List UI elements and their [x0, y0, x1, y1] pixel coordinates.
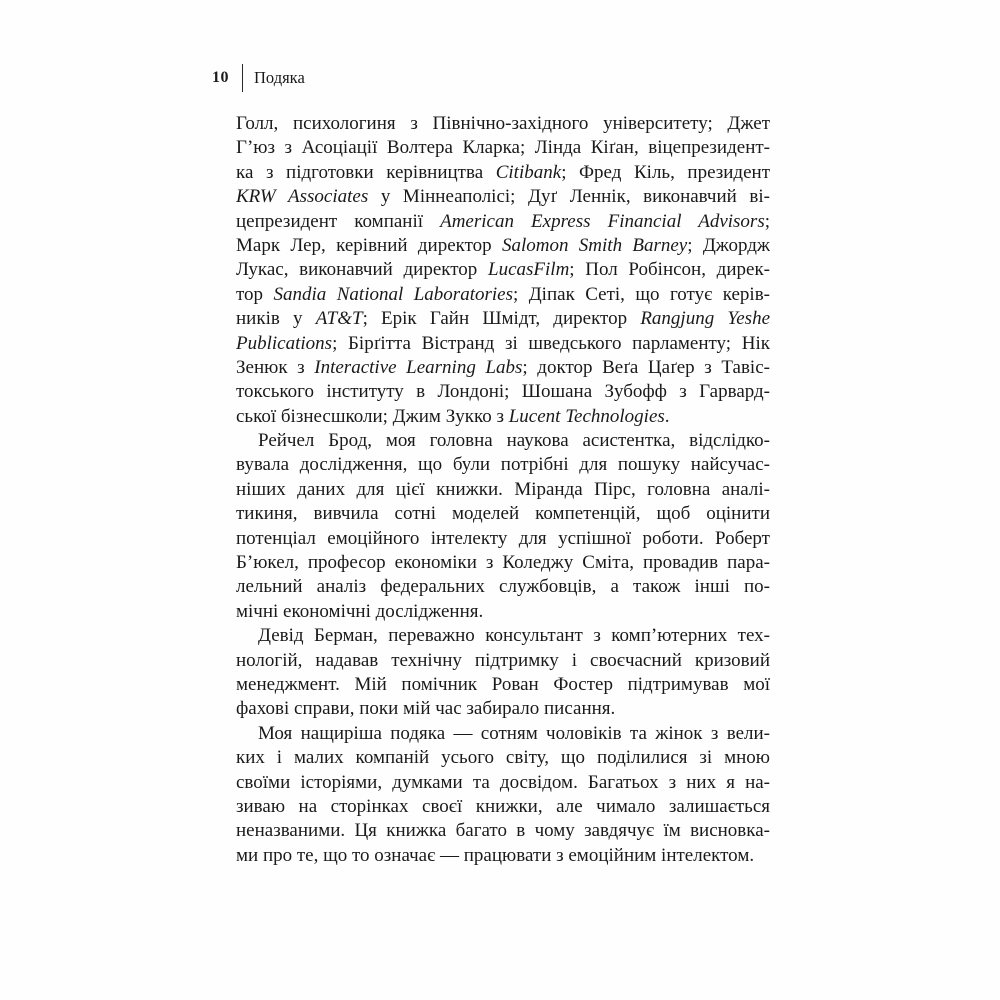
- text-line: тикиня, вивчила сотні моделей компетенцій, щоб оцінити: [236, 503, 770, 525]
- page-number: 10: [212, 69, 229, 86]
- text-line: нологій, надавав технічну підтримку і своєчасний кризовий: [236, 649, 770, 671]
- text-line: ників у AT&T; Ерік Гайн Шмідт, директор Rangjung Yeshe: [236, 308, 770, 330]
- text-line: KRW Associates у Міннеаполісі; Дуґ Леннік, виконавчий ві-: [236, 186, 770, 208]
- text-line: ської бізнесшколи; Джим Зукко з Lucent Technologies.: [236, 405, 670, 427]
- paragraph: [236, 624, 770, 722]
- paragraph: [236, 112, 770, 429]
- text-line: зиваю на сторінках своєї книжки, але чимало залишається: [236, 795, 770, 817]
- running-head-chapter-title: Подяка: [254, 68, 305, 87]
- text-line: лельний аналіз федеральних службовців, а також інші по-: [236, 576, 770, 598]
- text-line: ніших даних для цієї книжки. Міранда Пірс, головна аналі-: [236, 478, 770, 500]
- text-line: токського інституту в Лондоні; Шошана Зубофф з Гарвард-: [236, 381, 770, 403]
- text-line: Лукас, виконавчий директор LucasFilm; Пол Робінсон, дирек-: [236, 259, 770, 281]
- text-line: Г’юз з Асоціації Волтера Кларка; Лінда Кіґан, віцепрезидент-: [236, 137, 770, 159]
- text-line: цепрезидент компанії American Express Financial Advisors;: [236, 210, 770, 232]
- text-line: Голл, психологиня з Північно-західного університету; Джет: [236, 113, 770, 134]
- text-line: ми про те, що то означає — працювати з емоційним інтелектом.: [236, 844, 755, 866]
- text-line: Рейчел Брод, моя головна наукова асистентка, відслідко-: [258, 430, 770, 452]
- text-line: Publications; Бірґітта Вістранд зі шведського парламенту; Нік: [236, 332, 770, 354]
- text-line: Девід Берман, переважно консультант з комп’ютерних тех-: [258, 625, 770, 647]
- text-line: Зенюк з Interactive Learning Labs; доктор Веґа Цаґер з Тавіс-: [236, 356, 770, 378]
- text-line: ка з підготовки керівництва Citibank; Фред Кіль, президент: [236, 161, 770, 183]
- text-line: Марк Лер, керівний директор Salomon Smith Barney; Джордж: [236, 234, 770, 256]
- text-line: неназваними. Ця книжка багато в чому завдячує їм висновка-: [236, 820, 770, 842]
- text-line: потенціал емоційного інтелекту для успішної роботи. Роберт: [236, 527, 770, 549]
- text-block: [236, 112, 770, 868]
- header-divider: [242, 64, 243, 92]
- text-line: менеджмент. Мій помічник Рован Фостер підтримував мої: [236, 673, 770, 695]
- page-header: [212, 63, 305, 93]
- text-line: вувала дослідження, що були потрібні для пошуку найсучас-: [236, 454, 770, 476]
- text-line: Б’юкел, професор економіки з Коледжу Сміта, провадив пара-: [236, 552, 770, 574]
- text-line: мічні економічні дослідження.: [236, 600, 484, 622]
- text-line: ких і малих компаній усього світу, що поділилися зі мною: [236, 747, 770, 769]
- text-line: фахові справи, поки мій час забирало писання.: [236, 698, 616, 720]
- paragraph: [236, 429, 770, 624]
- text-line: Моя нащиріша подяка — сотням чоловіків та жінок з вели-: [258, 722, 770, 744]
- paragraph: [236, 722, 770, 868]
- text-line: своїми історіями, думками та досвідом. Багатьох з них я на-: [236, 771, 770, 793]
- text-line: тор Sandia National Laboratories; Діпак Сеті, що готує керів-: [236, 283, 770, 305]
